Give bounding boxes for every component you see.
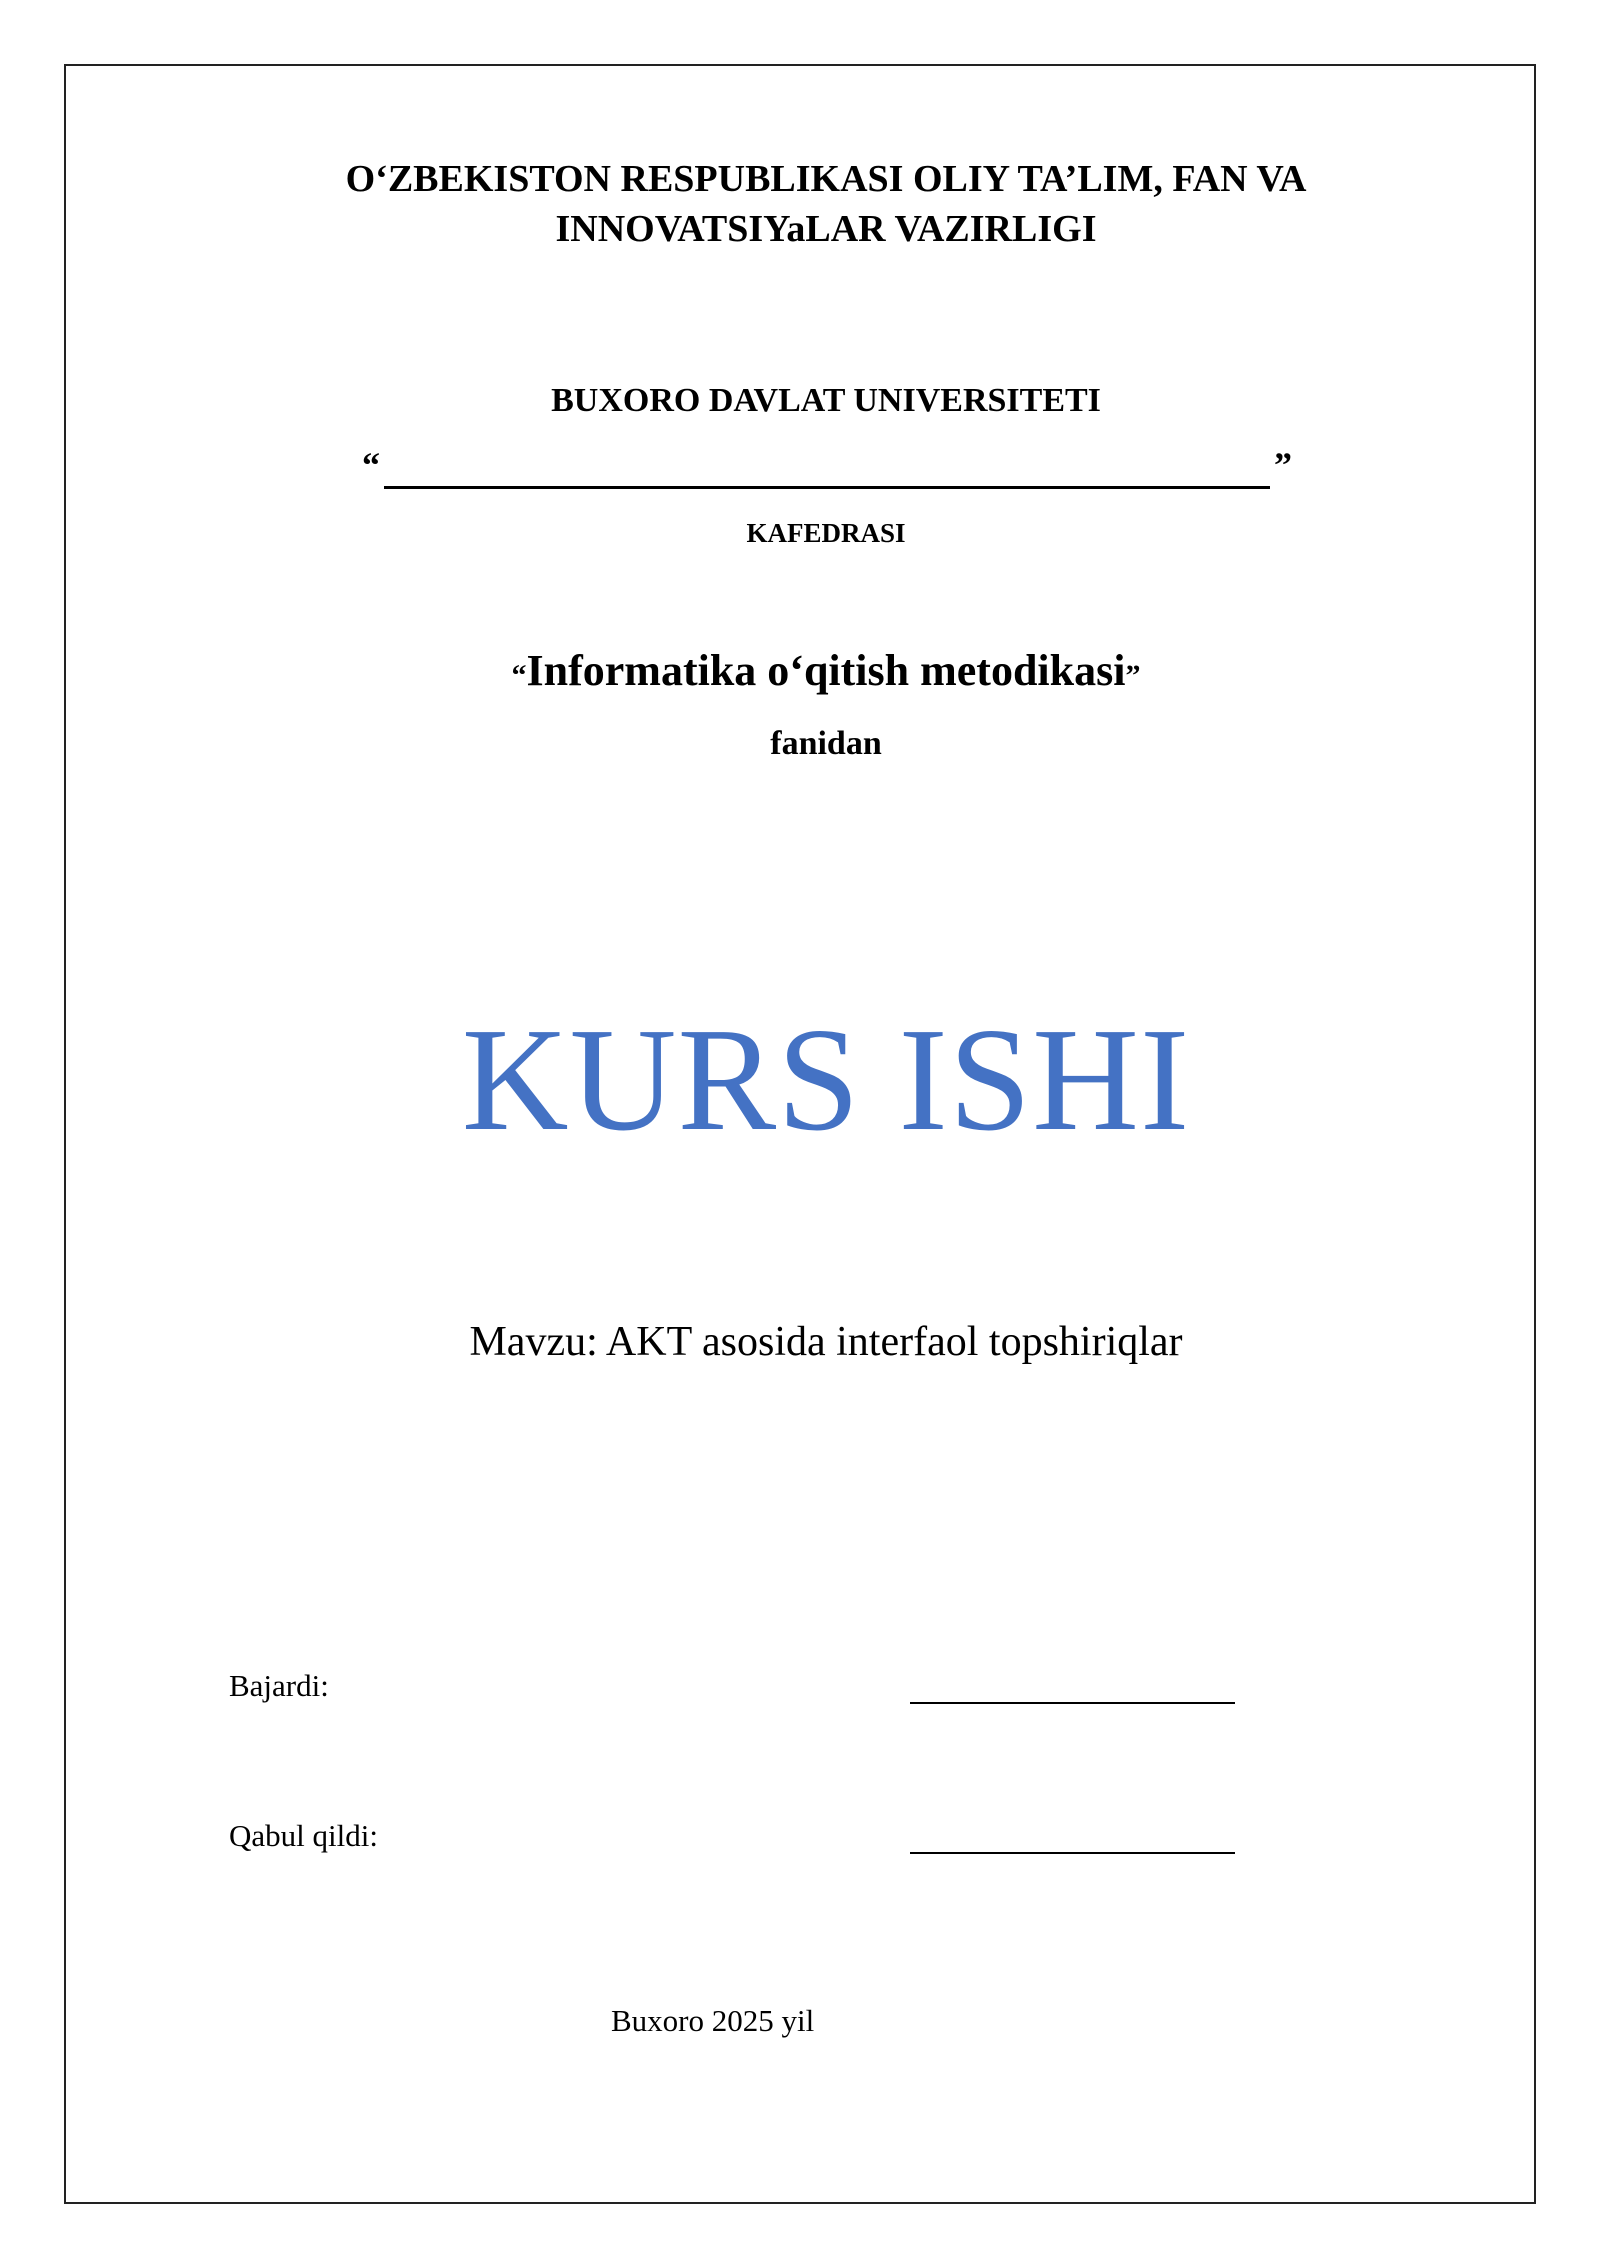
department-close-quote: ”	[1274, 445, 1292, 485]
kafedra-label: KAFEDRASI	[746, 518, 906, 548]
performed-by-signature-line	[910, 1702, 1235, 1704]
department-blank-line	[384, 486, 1270, 489]
university-name: BUXORO DAVLAT UNIVERSITETI	[551, 382, 1101, 419]
topic-line: Mavzu: AKT asosida interfaol topshiriqlar	[469, 1319, 1183, 1365]
department-open-quote: “	[362, 445, 380, 485]
subject-suffix: fanidan	[770, 725, 882, 762]
document-title: KURS ISHI	[461, 998, 1191, 1162]
subject-open-quote: “	[511, 659, 527, 692]
accepted-by-label: Qabul qildi:	[229, 1818, 378, 1853]
ministry-line-1: O‘ZBEKISTON RESPUBLIKASI OLIY TA’LIM, FAN VA	[345, 158, 1307, 200]
subject-name: Informatika o‘qitish metodikasi	[526, 646, 1126, 695]
course-subject	[64, 645, 1588, 696]
subject-close-quote: ”	[1125, 659, 1141, 692]
place-and-year: Buxoro 2025 yil	[611, 2003, 815, 2038]
ministry-line-2: INNOVATSIYaLAR VAZIRLIGI	[555, 208, 1097, 250]
department-name-blank	[362, 442, 1292, 492]
accepted-by-signature-line	[910, 1852, 1235, 1854]
ministry-heading	[64, 154, 1588, 254]
performed-by-label: Bajardi:	[229, 1668, 329, 1703]
